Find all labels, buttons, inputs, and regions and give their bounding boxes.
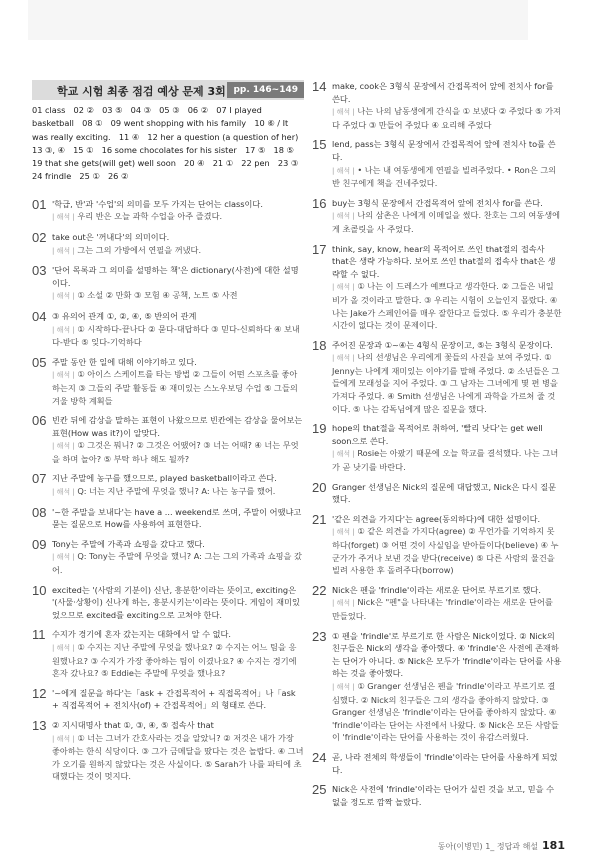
- explanation-text: lend, pass는 3형식 문장에서 간접목적어 앞에 전치사 to를 쓴다.: [332, 139, 556, 162]
- explanation-text: 빈칸 뒤에 감상을 말하는 표현이 나왔으므로 빈칸에는 감상을 물어보는 표현(How was it?)이 알맞다.: [52, 415, 303, 438]
- translation-tag: | 해석 |: [52, 213, 75, 222]
- translation-tag: | 해석 |: [332, 528, 355, 537]
- left-column: [32, 80, 307, 790]
- explanation-text: make, cook은 3형식 문장에서 간접목적어 앞에 전치사 for를 쓴다.: [332, 81, 554, 104]
- explanation-text: Granger 선생님은 Nick의 질문에 대답했고, Nick은 다시 질문했다.: [332, 481, 557, 505]
- translation: [52, 210, 304, 224]
- explanation-text: hope의 that절을 목적어로 취하여, '빨리 낫다'는 get well soon으로 쓴다.: [332, 423, 543, 446]
- question-number: 22: [312, 582, 327, 598]
- explanation-text: excited는 '(사람의 기분이) 신난, 흥분한'이라는 뜻이고, exciting은 '(사물·상황이) 신나게 하는, 흥분시키는'이라는 뜻이다. 게임이 재미있었으므로 excited를 exciting으로 고쳐야 한다.: [52, 584, 300, 620]
- question-item: [312, 481, 562, 506]
- translation: [52, 289, 304, 303]
- question-number: 25: [312, 782, 327, 798]
- question-number: 18: [312, 337, 327, 353]
- question-number: 21: [312, 511, 327, 527]
- question-item: [32, 356, 304, 407]
- translation-text: ① 같은 의견을 가지다(agree) ② 무언가를 기억하지 못하다(forget) ③ 어떤 것이 사실임을 받아들이다(believe) ④ 누군가가 주거나 보낸 것을 받다(receive) ⑤ 다른 사람의 물건을 빌려 사용한 후 돌려주다(borrow): [332, 526, 559, 576]
- question-number: 17: [312, 241, 327, 257]
- explanation-text: '~한 주말을 보내다'는 have a ... weekend로 쓰며, 주말이 어땠냐고 묻는 질문으로 How를 사용하여 표현한다.: [52, 506, 302, 530]
- question-item: [312, 339, 562, 416]
- translation-text: ① 너는 그녀가 간호사라는 것을 알았니? ② 저것은 내가 가장 좋아하는 한식 식당이다. ③ 그가 금메달을 땄다는 것은 놀랍다. ④ 그녀가 오기를 원하지 않았다는 것은 사실이다. ⑤ Sarah가 나를 파티에 초대했다는 것이 멋지다.: [52, 732, 304, 782]
- explanation-text: think, say, know, hear의 목적어로 쓰인 that절의 접속사 that은 생략 가능하다. 보어로 쓰인 that절의 접속사 that은 생략할 수 없다.: [332, 243, 556, 279]
- question-number: 23: [312, 628, 327, 644]
- answer-key: 01 class 02 ② 03 ⑤ 04 ③ 05 ③ 06 ② 07 I played basketball 08 ① 09 went shopping with his family 10 ⑥ / It was really exciting. 11 ④ 12 her a question (a question of her) 13 ③, ④ 15 ① 16 some chocolates for his sister 17 ⑤ 18 ⑤ 19 that she gets(will get) well soon 20 ④ 21 ① 22 pen 23 ③ 24 frindle 25 ① 26 ②: [32, 105, 307, 182]
- top-margin: [28, 0, 528, 40]
- question-number: 05: [32, 354, 47, 370]
- question-number: 12: [32, 685, 47, 701]
- question-item: [32, 310, 304, 349]
- translation-tag: | 해석 |: [52, 325, 75, 334]
- translation-text: Nick은 "펜"을 나타내는 'frindle'이라는 새로운 단어를 만들었다.: [332, 597, 553, 621]
- question-number: 01: [32, 196, 47, 212]
- question-item: [312, 243, 562, 332]
- explanation-text: buy는 3형식 문장에서 간접목적어 앞에 전치사 for를 쓴다.: [332, 197, 543, 208]
- translation-text: ① 아이스 스케이트를 타는 방법 ② 그들이 어떤 스포츠를 좋아하는지 ③ 그들의 주말 활동들 ④ 재미있는 스노우보딩 수업 ⑤ 그들의 겨울 방학 계획들: [52, 369, 298, 406]
- page-footer: [438, 839, 565, 852]
- translation-text: Q: Tony는 주말에 무엇을 했니? A: 그는 그의 가족과 쇼핑을 갔어.: [52, 551, 302, 576]
- translation-tag: | 해석 |: [332, 108, 355, 117]
- footer-label: 동아(이병민) 1_ 정답과 해설: [437, 842, 539, 851]
- question-item: [32, 231, 304, 257]
- left-question-list: [32, 198, 304, 783]
- question-number: 14: [312, 79, 327, 94]
- translation: [332, 209, 562, 235]
- question-item: [32, 414, 304, 465]
- question-item: [312, 197, 562, 236]
- question-item: [32, 628, 304, 679]
- translation-tag: | 해석 |: [332, 354, 355, 363]
- question-number: 16: [312, 195, 327, 211]
- explanation-text: '같은 의견을 가지다'는 agree(동의하다)에 대한 설명이다.: [332, 513, 541, 524]
- translation-text: 나의 선생님은 우리에게 꽃들의 사진을 보여 주었다. ① Jenny는 나에게 재미있는 이야기를 말해 주었다. ② 소년들은 그들에게 모래성을 지어 주었다. ③ 그 남자는 그녀에게 몇 편 병을 가져다 주었다. ④ Smith 선생님은 나에게 과학을 가르쳐 줄 것이다. ⑤ 나는 감독님에게 많은 질문을 했다.: [332, 352, 560, 414]
- explanation-text: take out은 '꺼내다'의 의미이다.: [52, 231, 170, 242]
- translation-text: 나의 삼촌은 나에게 이메일을 썼다. 찬호는 그의 여동생에게 초콜릿을 사 주었다.: [332, 210, 561, 234]
- translation: [332, 680, 562, 744]
- question-number: 07: [32, 471, 47, 487]
- question-item: [312, 513, 562, 577]
- translation-tag: | 해석 |: [332, 450, 355, 459]
- question-number: 13: [32, 717, 47, 733]
- explanation-text: ① 펜을 'frindle'로 부르기로 한 사람은 Nick이었다. ② Nick의 친구들은 Nick의 생각을 좋아했다. ④ 'frindle'은 사전에 존재하는 단어가 아니다. ⑤ Nick은 모두가 'frindle'이라는 단어를 사용하는 것을 좋아했다.: [332, 630, 562, 679]
- question-item: [32, 264, 304, 303]
- translation-text: Q: 너는 지난 주말에 무엇을 했니? A: 나는 농구를 했어.: [77, 486, 276, 497]
- explanation-text: Nick은 펜을 'frindle'이라는 새로운 단어로 부르기로 했다.: [332, 584, 541, 595]
- translation: [332, 525, 562, 576]
- question-number: 09: [32, 536, 47, 552]
- question-number: 03: [32, 263, 47, 279]
- question-item: [312, 138, 562, 189]
- question-item: [32, 687, 304, 712]
- section-title: 학교 시험 최종 점검 예상 문제 3회: [57, 85, 226, 98]
- translation-tag: | 해석 |: [52, 442, 75, 451]
- explanation-text: ② 지시대명사 that ①, ③, ④, ⑤ 접속사 that: [52, 719, 214, 730]
- translation: [52, 641, 304, 680]
- translation-text: ① 그것은 뭐니? ② 그것은 어땠어? ③ 너는 어때? ④ 너는 무엇을 하며 놀아? ⑤ 부탁 하나 해도 될까?: [52, 440, 299, 464]
- explanation-text: '학급, 반'과 '수업'의 의미를 모두 가지는 단어는 class이다.: [52, 198, 263, 209]
- translation: [332, 447, 562, 473]
- translation-text: • 나는 내 여동생에게 연필을 빌려주었다. • Ron은 그의 반 친구에게 책을 건네주었다.: [332, 164, 557, 189]
- translation: [52, 732, 304, 783]
- question-number: 11: [32, 627, 46, 643]
- page-number: 181: [542, 839, 565, 852]
- question-item: [312, 584, 562, 623]
- translation-tag: | 해석 |: [52, 644, 75, 652]
- explanation-text: 지난 주말에 농구를 했으므로, played basketball이라고 쓴다.: [52, 473, 277, 484]
- translation-text: Rosie는 아팠기 때문에 오늘 학교를 결석했다. 나는 그녀가 곧 낫기를 바란다.: [332, 448, 559, 473]
- question-number: 06: [32, 413, 47, 429]
- translation-text: ① 나는 이 드레스가 예쁘다고 생각한다. ② 그들은 내일 비가 올 것이라고 말한다. ③ 우리는 시험이 오늘인지 몰랐다. ④ 나는 Jake가 스페인어를 매우 잘한다고 들었다. ⑤ 우리가 충분한 시간이 없다는 것이 문제이다.: [332, 281, 562, 331]
- translation-text: ① 시작하다-끝나다 ② 묻다-대답하다 ③ 믿다-신뢰하다 ④ 보내다-받다 ⑤ 잊다-기억하다: [52, 323, 300, 348]
- question-item: [312, 80, 562, 131]
- question-item: [32, 538, 304, 577]
- question-number: 15: [312, 137, 327, 153]
- translation: [332, 351, 562, 415]
- translation: [52, 368, 304, 407]
- translation-text: 우리 반은 오늘 과학 수업을 아주 즐겼다.: [77, 211, 223, 222]
- right-question-list: [312, 80, 562, 808]
- page-range-badge: pp. 146~149: [227, 82, 304, 98]
- question-item: [32, 198, 304, 224]
- translation-tag: | 해석 |: [52, 488, 75, 497]
- translation-text: ① 수지는 지난 주말에 무엇을 했나요? ② 수지는 어느 팀을 응원했나요? ③ 수지가 가장 좋아하는 팀이 이겼나요? ④ 수지는 경기에 혼자 갔나요? ⑤ Eddie는 주말에 무엇을 했나요?: [52, 642, 297, 679]
- explanation-text: ③ 유의어 관계 ①, ②, ④, ⑤ 반의어 관계: [52, 310, 197, 321]
- translation-tag: | 해석 |: [52, 734, 75, 743]
- question-number: 19: [312, 421, 327, 437]
- question-item: [312, 630, 562, 744]
- translation-tag: | 해석 |: [52, 292, 75, 301]
- translation: [332, 164, 562, 190]
- question-number: 24: [312, 749, 327, 765]
- explanation-text: 주말 동안 한 일에 대해 이야기하고 있다.: [52, 356, 197, 367]
- translation-tag: | 해석 |: [52, 246, 75, 255]
- question-number: 02: [32, 229, 47, 245]
- translation-tag: | 해석 |: [332, 599, 355, 608]
- question-item: [32, 719, 304, 783]
- translation: [332, 280, 562, 331]
- explanation-text: Nick은 사전에 'frindle'이라는 단어가 실린 것을 보고, 믿을 수 없을 정도로 깜짝 놀랐다.: [332, 784, 555, 807]
- translation-text: 나는 나의 남동생에게 간식을 ① 보냈다 ② 주었다 ⑤ 가져다 주었다 ③ 만들어 주었다 ④ 요리해 주었다: [332, 106, 561, 130]
- translation-tag: | 해석 |: [52, 553, 75, 562]
- translation: [332, 105, 562, 131]
- explanation-text: '~에게 질문을 하다'는「ask + 간접목적어 + 직접목적어」나「ask + 직접목적어 + 전치사(of) + 간접목적어」의 형태로 쓴다.: [52, 687, 296, 711]
- translation-text: ① 소설 ② 만화 ③ 모험 ④ 공책, 노트 ⑤ 사전: [77, 290, 238, 301]
- question-item: [312, 783, 562, 808]
- explanation-text: 곧, 나라 전체의 학생들이 'frindle'이라는 단어를 사용하게 되었다.: [332, 751, 558, 775]
- section-header: [32, 80, 304, 100]
- translation: [52, 323, 304, 349]
- question-number: 20: [312, 479, 327, 495]
- translation-tag: | 해석 |: [52, 371, 75, 380]
- translation: [332, 596, 562, 622]
- question-item: [312, 422, 562, 473]
- question-item: [312, 751, 562, 776]
- question-number: 10: [32, 582, 47, 598]
- translation-text: 그는 그의 가방에서 연필을 꺼냈다.: [77, 244, 202, 255]
- translation-tag: | 해석 |: [332, 212, 355, 221]
- translation-tag: | 해석 |: [332, 682, 355, 691]
- right-column: [312, 80, 562, 815]
- translation-tag: | 해석 |: [332, 283, 355, 292]
- translation: [52, 550, 304, 576]
- explanation-text: Tony는 주말에 가족과 쇼핑을 갔다고 했다.: [52, 538, 205, 549]
- translation-tag: | 해석 |: [332, 166, 355, 175]
- question-item: [32, 584, 304, 622]
- question-item: [32, 506, 304, 531]
- translation: [52, 485, 304, 499]
- explanation-text: 수지가 경기에 혼자 갔는지는 대화에서 알 수 없다.: [52, 629, 232, 640]
- explanation-text: 주어진 문장과 ①~④는 4형식 문장이고, ⑤는 3형식 문장이다.: [332, 339, 553, 350]
- question-number: 04: [32, 308, 47, 324]
- translation: [52, 244, 304, 258]
- translation-text: ① Granger 선생님은 펜을 'frindle'이라고 부르기로 결심했다. ② Nick의 친구들은 그의 생각을 좋아하지 않았다. ③ Granger 선생님은 'frindle'이라는 단어를 좋아하지 않았다. ④ 'frindle'이라는 단어는 사전에서 나왔다. ⑤ Nick은 모든 사람들이 'frindle'이라는 단어를 사용하는 것이 유감스러웠다.: [332, 680, 559, 743]
- explanation-text: '단어 목록과 그 의미를 설명하는 책'은 dictionary(사전)에 대한 설명이다.: [52, 265, 299, 288]
- question-number: 08: [32, 504, 47, 520]
- question-item: [32, 472, 304, 498]
- translation: [52, 439, 304, 465]
